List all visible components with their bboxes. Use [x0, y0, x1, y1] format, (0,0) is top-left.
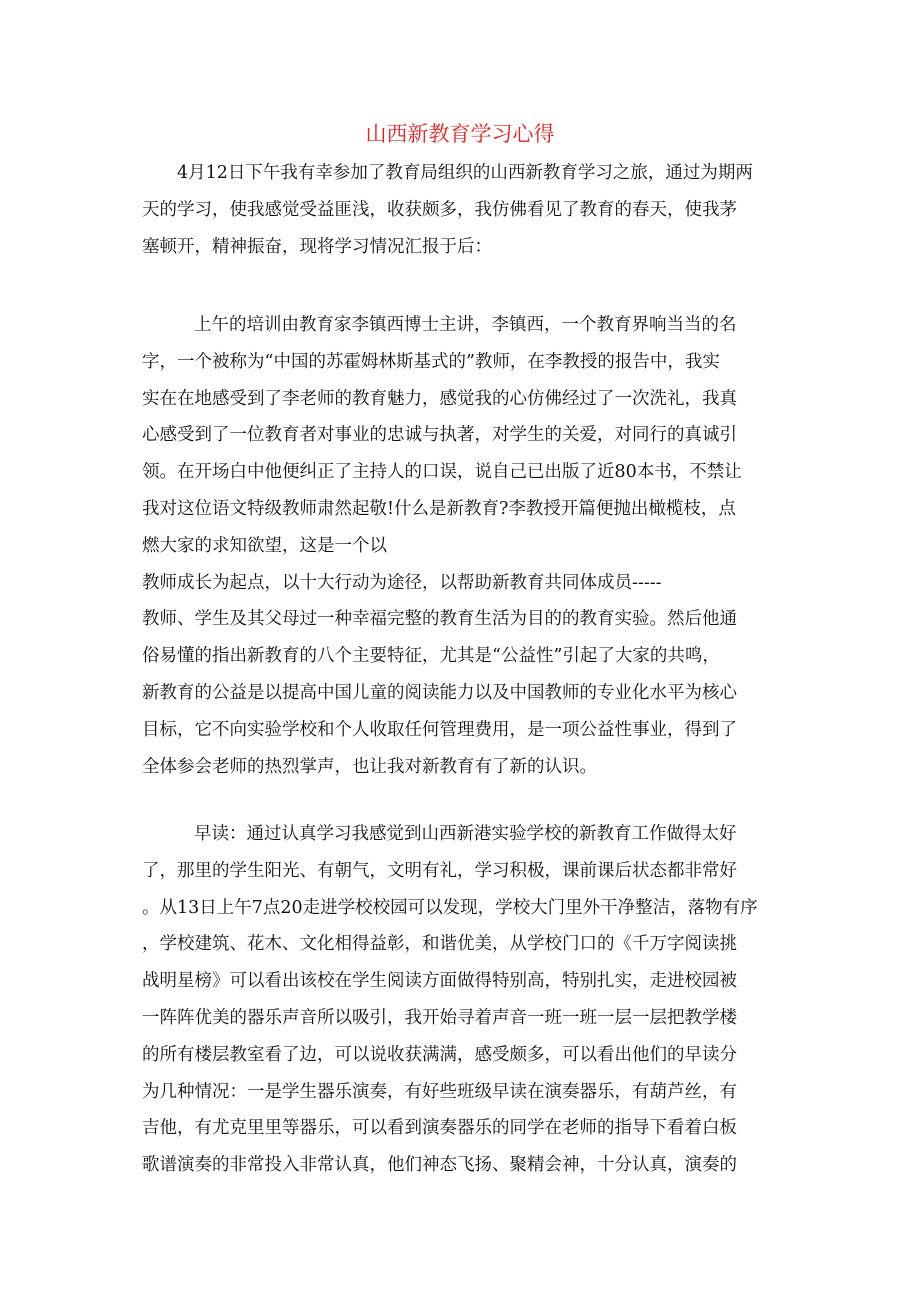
text-line: ，学校建筑、花木、文化相得益彰，和谐优美，从学校门口的《千万字阅读挑 — [142, 934, 737, 955]
text-line: 心感受到了一位教育者对事业的忠诚与执著，对学生的关爱，对同行的真诚引 — [142, 425, 737, 446]
text-line: 教师、学生及其父母过一种幸福完整的教育生活为目的的教育实验。然后他通 — [142, 609, 737, 630]
paragraph-intro — [142, 155, 782, 265]
text-line: 字，一个被称为“中国的苏霍姆林斯基式的”教师，在李教授的报告中，我实 — [142, 351, 720, 372]
text-line: 俗易懂的指出新教育的八个主要特征，尤其是“公益性”引起了大家的共鸣， — [142, 646, 720, 667]
text-line: 塞顿开，精神振奋，现将学习情况汇报于后： — [142, 236, 492, 257]
text-line: 目标，它不向实验学校和个人收取任何管理费用，是一项公益性事业，得到了 — [142, 719, 737, 740]
text-line: 为几种情况：一是学生器乐演奏，有好些班级早读在演奏器乐，有葫芦丝，有 — [142, 1081, 737, 1102]
text-line: 天的学习，使我感觉受益匪浅，收获颇多，我仿佛看见了教育的春天，使我茅 — [142, 199, 737, 220]
text-line: 全体参会老师的热烈掌声，也让我对新教育有了新的认识。 — [142, 756, 597, 777]
text-line: 4月12日下午我有幸参加了教育局组织的山西新教育学习之旅，通过为期两 — [177, 163, 753, 183]
text-line: 燃大家的求知欲望，这是一个以 — [142, 535, 387, 556]
text-line: 早读：通过认真学习我感觉到山西新港实验学校的新教育工作做得太好 — [194, 824, 737, 844]
document-title: 山西新教育学习心得 — [365, 122, 555, 146]
text-line: 歌谱演奏的非常投入非常认真，他们神态飞扬、聚精会神，十分认真，演奏的 — [142, 1155, 737, 1176]
text-line: 一阵阵优美的器乐声音所以吸引，我开始寻着声音一班一班一层一层把教学楼 — [142, 1007, 737, 1028]
text-line: 教师成长为起点，以十大行动为途径，以帮助新教育共同体成员----- — [142, 572, 662, 593]
text-line: 实在在地感受到了李老师的教育魅力，感觉我的心仿佛经过了一次洗礼，我真 — [142, 388, 737, 409]
text-line: 的所有楼层教室看了边，可以说收获满满，感受颇多，可以看出他们的早读分 — [142, 1044, 737, 1065]
text-line: 我对这位语文特级教师肃然起敬!什么是新教育?李教授开篇便抛出橄榄枝，点 — [142, 498, 736, 519]
paragraph-training — [142, 307, 782, 785]
text-line: 上午的培训由教育家李镇西博士主讲，李镇西，一个教育界响当当的名 — [194, 315, 737, 335]
text-line: 吉他，有尤克里里等器乐，可以看到演奏器乐的同学在老师的指导下看着白板 — [142, 1118, 737, 1139]
text-line: 。从13日上午7点20走进学校校园可以发现，学校大门里外干净整洁，落物有序 — [142, 897, 758, 918]
text-line: 战明星榜》可以看出该校在学生阅读方面做得特别高，特别扎实，走进校园被 — [142, 971, 737, 992]
text-line: 新教育的公益是以提高中国儿童的阅读能力以及中国教师的专业化水平为核心 — [142, 682, 737, 703]
paragraph-morning-reading — [142, 816, 782, 1184]
text-line: 了，那里的学生阳光、有朝气，文明有礼，学习积极，课前课后状态都非常好 — [142, 860, 737, 881]
text-line: 领。在开场白中他便纠正了主持人的口误，说自己已出版了近80本书，不禁让 — [142, 462, 742, 483]
